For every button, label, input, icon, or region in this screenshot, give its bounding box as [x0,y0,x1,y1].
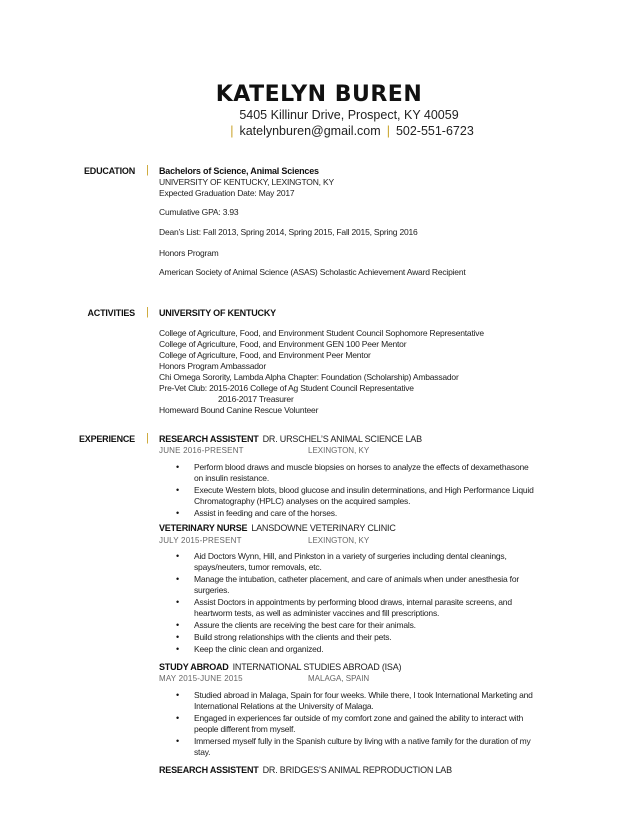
section-divider: | [146,306,149,318]
experience-label: EXPERIENCE [78,434,135,444]
list-item: • Perform blood draws and muscle biopsies on horses to analyze the effects of dexamethasone on insulin resistance. [176,462,536,484]
list-item: • Assist in feeding and care of the horses. [176,508,536,519]
list-item: • Aid Doctors Wynn, Hill, and Pinkston in a variety of surgeries including dental cleanings, spays/neuters, tumor removals, etc. [176,551,536,573]
list-item: • Engaged in experiences far outside of my comfort zone and gained the ability to interact with people different from myself. [176,713,536,735]
list-item: • Build strong relationships with the clients and their pets. [176,632,536,643]
job-date: JUNE 2016-PRESENT [159,446,244,455]
job-org: LANSDOWNE VETERINARY CLINIC [251,523,396,533]
job-org: DR. URSCHEL’S ANIMAL SCIENCE LAB [262,434,422,444]
section-divider: | [146,432,149,444]
list-item: • Execute Western blots, blood glucose and insulin determinations, and High Performance Liquid Chromatography (HPLC) analyses on the acquired samples. [176,485,536,507]
activity-item: 2016-2017 Treasurer [218,394,294,404]
list-item: • Keep the clinic clean and organized. [176,644,536,655]
job-heading [159,662,401,672]
job-date: JULY 2015-PRESENT [159,536,242,545]
job-org: DR. BRIDGES’S ANIMAL REPRODUCTION LAB [262,765,452,775]
activities-org: UNIVERSITY OF KENTUCKY [159,308,276,318]
job-heading [159,523,396,533]
list-item: • Assure the clients are receiving the best care for their animals. [176,620,536,631]
job-role: VETERINARY NURSE [159,523,248,533]
activity-item: College of Agriculture, Food, and Environment Student Council Sophomore Representative [159,328,484,338]
phone: 502-551-6723 [395,124,474,138]
job-bullets [176,690,536,759]
activities-label: ACTIVITIES [87,308,135,318]
list-item: • Immersed myself fully in the Spanish culture by living with a native family for the duration of my stay. [176,736,536,758]
job-heading [159,765,452,775]
degree: Bachelors of Science, Animal Sciences [159,166,319,176]
gpa: Cumulative GPA: 3.93 [159,207,239,217]
activity-item: Chi Omega Sorority, Lambda Alpha Chapter: Foundation (Scholarship) Ambassador [159,372,459,382]
separator: | [386,124,390,138]
candidate-name: KATELYN BUREN [215,82,423,107]
school: UNIVERSITY OF KENTUCKY, LEXINGTON, KY [159,177,334,187]
contact-line [0,124,638,138]
activity-item: Pre-Vet Club: 2015-2016 College of Ag Student Council Representative [159,383,414,393]
education-label: EDUCATION [83,166,135,176]
job-date: MAY 2015-JUNE 2015 [159,674,243,683]
activity-item: College of Agriculture, Food, and Environment GEN 100 Peer Mentor [159,339,407,349]
list-item: • Assist Doctors in appointments by performing blood draws, internal parasite screens, and heartworm tests, as well as administer vaccines and fill prescriptions. [176,597,536,619]
job-role: STUDY ABROAD [159,662,229,672]
job-heading [159,434,422,444]
section-divider: | [146,164,149,176]
deans-list: Dean’s List: Fall 2013, Spring 2014, Spring 2015, Fall 2015, Spring 2016 [159,227,418,237]
activity-item: College of Agriculture, Food, and Environment Peer Mentor [159,350,371,360]
job-bullets [176,551,536,656]
graduation-date: Expected Graduation Date: May 2017 [159,188,295,198]
job-bullets [176,462,536,520]
job-role: RESEARCH ASSISTENT [159,765,259,775]
list-item: • Manage the intubation, catheter placement, and care of animals when under anesthesia for surgeries. [176,574,536,596]
address: 5405 Killinur Drive, Prospect, KY 40059 [239,108,459,122]
job-role: RESEARCH ASSISTENT [159,434,259,444]
award: American Society of Animal Science (ASAS) Scholastic Achievement Award Recipient [159,267,466,277]
email: katelynburen@gmail.com [239,124,381,138]
job-location: LEXINGTON, KY [308,446,370,455]
job-location: LEXINGTON, KY [308,536,370,545]
separator: | [230,124,234,138]
list-item: • Studied abroad in Malaga, Spain for four weeks. While there, I took International Marketing and International Relations at the University of Malaga. [176,690,536,712]
job-location: MALAGA, SPAIN [308,674,370,683]
activity-item: Honors Program Ambassador [159,361,266,371]
job-org: INTERNATIONAL STUDIES ABROAD (ISA) [232,662,402,672]
activity-item: Homeward Bound Canine Rescue Volunteer [159,405,319,415]
honors-program: Honors Program [159,248,219,258]
